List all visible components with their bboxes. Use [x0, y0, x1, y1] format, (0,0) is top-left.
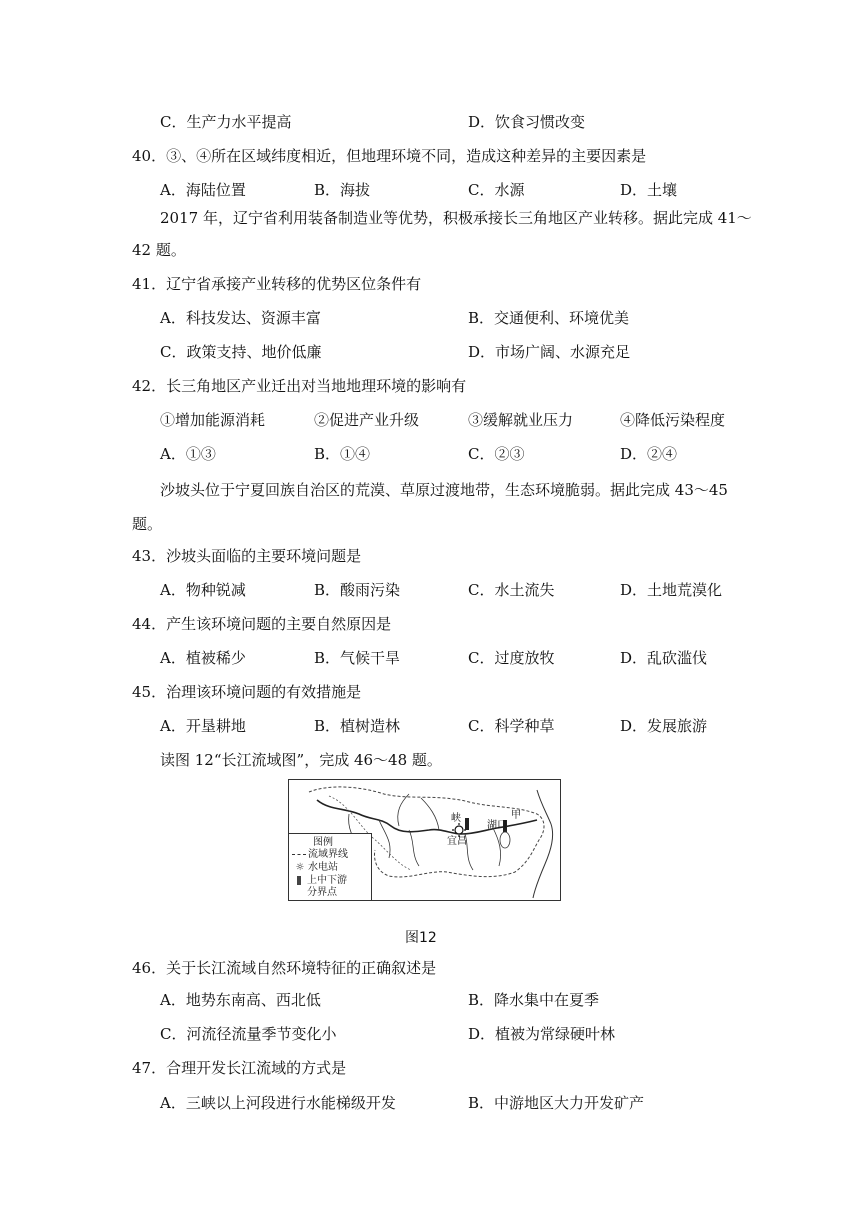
q42-item-4: ④降低污染程度 — [620, 411, 726, 429]
figure-caption: 图12 — [405, 930, 437, 946]
map-label-jia: 甲 — [511, 810, 521, 821]
q42-stem: 42．长三角地区产业迁出对当地地理环境的影响有 — [132, 377, 467, 395]
q47-option-a: A．三峡以上河段进行水能梯级开发 — [160, 1094, 396, 1112]
hydropower-station-icon — [452, 823, 466, 837]
q41-option-c: C．政策支持、地价低廉 — [160, 343, 322, 361]
hydropower-icon: ☼ — [295, 862, 305, 873]
tributary-line — [421, 798, 439, 830]
intro-43-45-line2: 题。 — [132, 515, 163, 533]
intro-46-48: 读图 12“长江流域图”，完成 46～48 题。 — [160, 751, 442, 769]
q47-stem: 47．合理开发长江流域的方式是 — [132, 1059, 347, 1077]
q44-stem: 44．产生该环境问题的主要自然原因是 — [132, 615, 392, 633]
legend-divider-label-1: 上中下游 — [307, 875, 347, 886]
intro-41-42-line2: 42 题。 — [132, 241, 186, 259]
legend-boundary-row — [292, 849, 348, 860]
q40-option-a: A．海陆位置 — [160, 181, 246, 199]
q44-option-c: C．过度放牧 — [468, 649, 555, 667]
q46-option-b: B．降水集中在夏季 — [468, 991, 600, 1009]
q46-stem: 46．关于长江流域自然环境特征的正确叙述是 — [132, 959, 437, 977]
tributary-line — [493, 828, 501, 866]
q41-option-a: A．科技发达、资源丰富 — [160, 309, 321, 327]
q42-item-3: ③缓解就业压力 — [468, 411, 574, 429]
q45-option-a: A．开垦耕地 — [160, 717, 246, 735]
q42-option-b: B．①④ — [314, 445, 371, 463]
intro-43-45-line1: 沙坡头位于宁夏回族自治区的荒漠、草原过渡地带，生态环境脆弱。据此完成 43～45 — [160, 481, 728, 499]
q44-option-b: B．气候干旱 — [314, 649, 401, 667]
q43-option-d: D．土地荒漠化 — [620, 581, 723, 599]
q43-option-b: B．酸雨污染 — [314, 581, 401, 599]
q40-option-d: D．土壤 — [620, 181, 678, 199]
map-label-yichang: 宜昌 — [447, 836, 467, 847]
q46-option-a: A．地势东南高、西北低 — [160, 991, 321, 1009]
q41-option-b: B．交通便利、环境优美 — [468, 309, 630, 327]
legend-divider-label-2: 分界点 — [307, 887, 337, 898]
q42-option-a: A．①③ — [160, 445, 216, 463]
q41-option-d: D．市场广阔、水源充足 — [468, 343, 631, 361]
q44-option-d: D．乱砍滥伐 — [620, 649, 708, 667]
map-legend — [289, 833, 372, 901]
yangtze-basin-map — [288, 779, 561, 901]
q43-stem: 43．沙坡头面临的主要环境问题是 — [132, 547, 362, 565]
legend-boundary-label: 流域界线 — [308, 849, 348, 860]
lake-outline — [500, 832, 510, 848]
tributary-line — [409, 830, 419, 866]
map-label-xia: 峡 — [451, 813, 461, 824]
q45-option-c: C．科学种草 — [468, 717, 555, 735]
tributary-line — [379, 820, 390, 858]
legend-divider-row — [292, 875, 347, 886]
q45-option-b: B．植树造林 — [314, 717, 401, 735]
q43-option-a: A．物种锐减 — [160, 581, 246, 599]
q47-option-b: B．中游地区大力开发矿产 — [468, 1094, 645, 1112]
coastline — [533, 790, 553, 898]
legend-title: 图例 — [313, 837, 333, 848]
q40-stem: 40．③、④所在区域纬度相近，但地理环境不同，造成这种差异的主要因素是 — [132, 147, 647, 165]
q39-option-d: D．饮食习惯改变 — [468, 113, 586, 131]
intro-41-42-line1: 2017 年，辽宁省利用装备制造业等优势，积极承接长三角地区产业转移。据此完成 41～ — [160, 209, 752, 227]
legend-station-row — [292, 862, 338, 873]
q46-option-d: D．植被为常绿硬叶林 — [468, 1025, 616, 1043]
tributary-line — [398, 794, 409, 826]
q40-option-b: B．海拔 — [314, 181, 371, 199]
legend-station-label: 水电站 — [308, 862, 338, 873]
q39-option-c: C．生产力水平提高 — [160, 113, 292, 131]
q42-item-2: ②促进产业升级 — [314, 411, 420, 429]
map-label-hukou: 湖口 — [487, 820, 507, 831]
q42-option-d: D．②④ — [620, 445, 678, 463]
divider-point-yichang — [465, 818, 469, 830]
q42-option-c: C．②③ — [468, 445, 525, 463]
q42-item-1: ①增加能源消耗 — [160, 411, 266, 429]
q41-stem: 41．辽宁省承接产业转移的优势区位条件有 — [132, 275, 422, 293]
q46-option-c: C．河流径流量季节变化小 — [160, 1025, 337, 1043]
q44-option-a: A．植被稀少 — [160, 649, 246, 667]
q40-option-c: C．水源 — [468, 181, 525, 199]
dashed-line-icon — [292, 854, 306, 855]
q45-stem: 45．治理该环境问题的有效措施是 — [132, 683, 362, 701]
q43-option-c: C．水土流失 — [468, 581, 555, 599]
divider-point-icon — [297, 876, 301, 885]
q45-option-d: D．发展旅游 — [620, 717, 708, 735]
